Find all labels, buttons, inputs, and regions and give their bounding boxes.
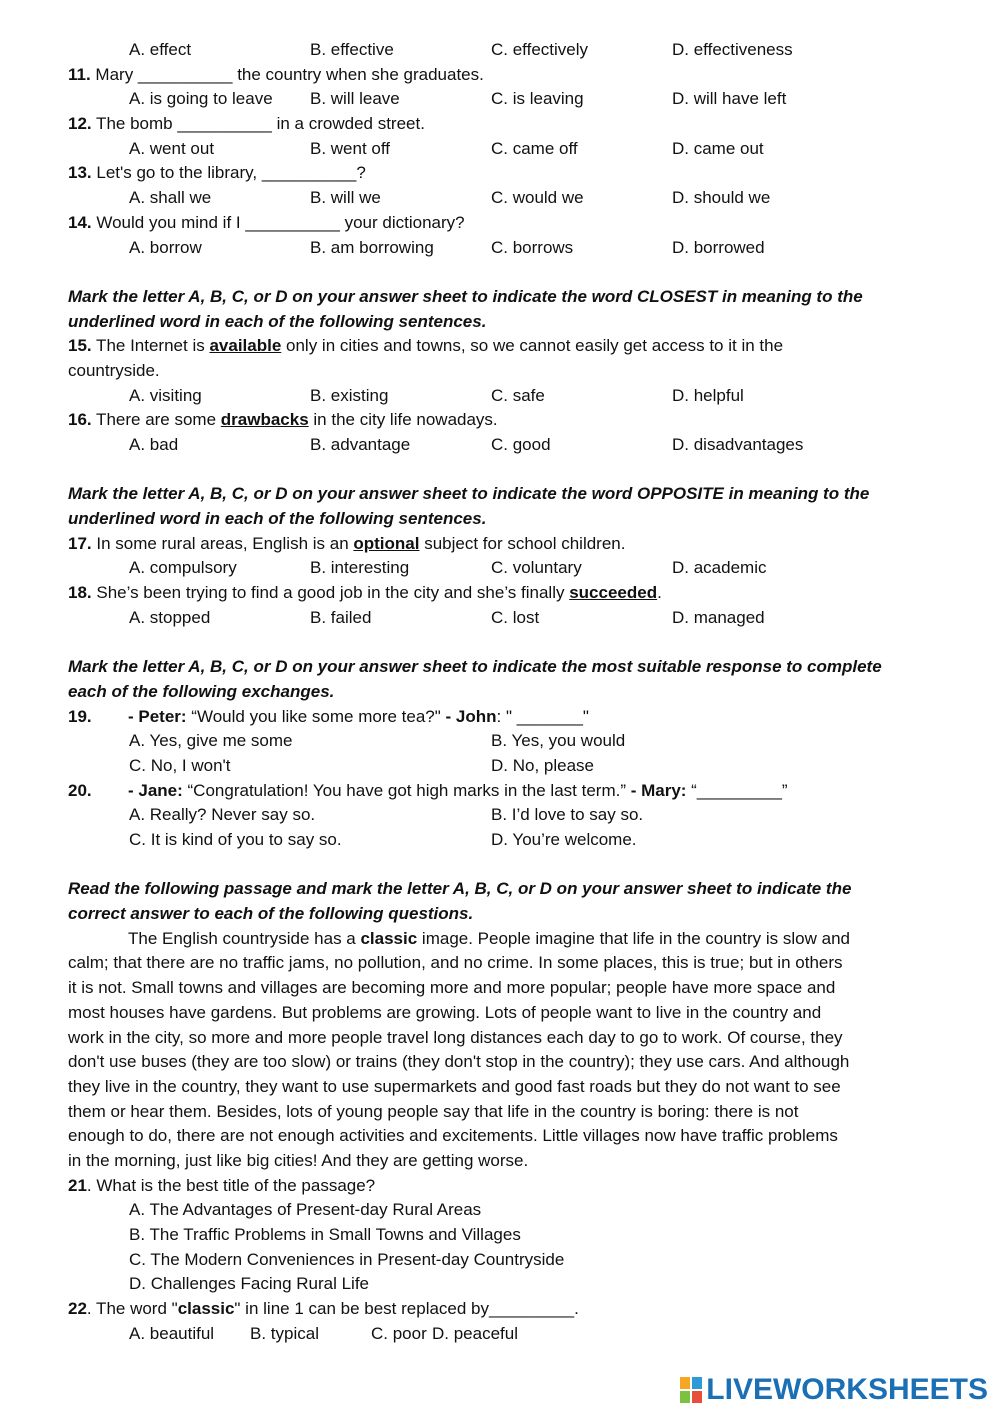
option-b[interactable]: B. The Traffic Problems in Small Towns and Villages bbox=[129, 1225, 521, 1244]
speaker: - John bbox=[445, 706, 497, 726]
q20-options-row-2 bbox=[68, 828, 938, 853]
passage-line: it is not. Small towns and villages are becoming more and more popular; people have more space and bbox=[68, 978, 836, 998]
liveworksheets-logo-icon bbox=[680, 1377, 702, 1403]
option-b[interactable]: B. am borrowing bbox=[310, 237, 434, 257]
question-text: She’s been trying to find a good job in the city and she’s finally bbox=[91, 583, 570, 603]
question-number: 19. bbox=[68, 706, 92, 726]
dialogue-text: “Would you like some more tea?" bbox=[186, 706, 446, 726]
option-c[interactable]: C. is leaving bbox=[491, 89, 584, 109]
option-c[interactable]: C. good bbox=[491, 435, 551, 454]
option-b[interactable]: B. existing bbox=[310, 385, 389, 405]
question-number: 12. bbox=[68, 114, 92, 134]
worksheet-page bbox=[68, 38, 938, 1346]
option-a[interactable]: A. beautiful bbox=[129, 1323, 215, 1343]
option-a[interactable]: A. effect bbox=[129, 40, 192, 59]
q22-options bbox=[68, 1322, 938, 1347]
passage-line: they live in the country, they want to use supermarkets and good fast roads but they do not want to see bbox=[68, 1076, 841, 1096]
question-number: 11. bbox=[68, 64, 91, 84]
instruction-closest-line-2: underlined word in each of the following sentences. bbox=[68, 311, 487, 331]
option-b[interactable]: B. will we bbox=[310, 188, 381, 208]
option-a[interactable]: A. visiting bbox=[129, 385, 202, 405]
question-text: subject for school children. bbox=[419, 533, 626, 553]
question-number: 14. bbox=[68, 212, 92, 232]
option-c[interactable]: C. came off bbox=[491, 138, 578, 158]
question-18 bbox=[68, 581, 938, 606]
q19-options-row-1 bbox=[68, 729, 938, 754]
q13-options bbox=[68, 186, 938, 211]
q17-options bbox=[68, 556, 938, 581]
dialogue-text: : " _______" bbox=[496, 706, 589, 726]
question-14 bbox=[68, 211, 938, 236]
question-19 bbox=[68, 705, 938, 730]
q15-options bbox=[68, 384, 938, 409]
question-text: . The word " bbox=[86, 1299, 178, 1319]
q18-options bbox=[68, 606, 938, 631]
question-17 bbox=[68, 532, 938, 557]
q12-options bbox=[68, 137, 938, 162]
q11-options bbox=[68, 87, 938, 112]
instruction-opposite-line-2: underlined word in each of the following sentences. bbox=[68, 509, 487, 529]
option-a[interactable]: A. borrow bbox=[129, 237, 202, 257]
question-text: Would you mind if I __________ your dictionary? bbox=[91, 212, 465, 232]
question-number: 22 bbox=[68, 1299, 87, 1319]
question-text: . What is the best title of the passage? bbox=[86, 1175, 376, 1195]
option-c[interactable]: C. voluntary bbox=[491, 558, 582, 578]
option-d[interactable]: D. You’re welcome. bbox=[491, 830, 637, 849]
option-d[interactable]: D. will have left bbox=[672, 89, 787, 109]
liveworksheets-logo[interactable] bbox=[680, 1374, 988, 1406]
question-number: 13. bbox=[68, 163, 92, 183]
question-12 bbox=[68, 112, 938, 137]
option-c[interactable]: C. It is kind of you to say so. bbox=[129, 830, 342, 849]
reading-passage bbox=[68, 927, 938, 1174]
instruction-opposite-line-1: Mark the letter A, B, C, or D on your answer sheet to indicate the word OPPOSITE in meaning to the bbox=[68, 484, 870, 504]
instruction-response-line-2: each of the following exchanges. bbox=[68, 681, 335, 701]
passage-line: don't use buses (they are too slow) or trains (they don't stop in the country); they use cars. And although bbox=[68, 1052, 850, 1072]
question-text: The Internet is bbox=[91, 336, 210, 356]
question-text: In some rural areas, English is an bbox=[91, 533, 354, 553]
underlined-word: available bbox=[209, 336, 282, 356]
option-b[interactable]: B. typical bbox=[250, 1323, 319, 1343]
option-c[interactable]: C. safe bbox=[491, 385, 545, 405]
question-11 bbox=[68, 63, 938, 88]
question-13 bbox=[68, 161, 938, 186]
passage-line: work in the city, so more and more people travel long distances each day to go to work. Of course, they bbox=[68, 1027, 843, 1047]
option-b[interactable]: B. will leave bbox=[310, 89, 400, 109]
option-d[interactable]: D. helpful bbox=[672, 385, 744, 405]
q10-options bbox=[68, 38, 938, 63]
q19-options-row-2 bbox=[68, 754, 938, 779]
spacer bbox=[68, 260, 938, 285]
question-22 bbox=[68, 1297, 938, 1322]
option-d[interactable]: D. No, please bbox=[491, 755, 594, 775]
speaker: - Mary: bbox=[630, 780, 687, 800]
option-a[interactable]: A. is going to leave bbox=[129, 89, 273, 109]
passage-line: in the morning, just like big cities! And they are getting worse. bbox=[68, 1150, 529, 1170]
question-number: 20. bbox=[68, 780, 92, 800]
passage-line: enough to do, there are not enough activities and excitements. Little villages now have traffic problems bbox=[68, 1126, 838, 1146]
option-d[interactable]: D. borrowed bbox=[672, 237, 765, 257]
option-c[interactable]: C. effectively bbox=[491, 40, 589, 59]
option-c[interactable]: C. borrows bbox=[491, 237, 574, 257]
option-c[interactable]: C. poor bbox=[371, 1323, 427, 1343]
question-text: The bomb __________ in a crowded street. bbox=[91, 114, 425, 134]
question-text: " in line 1 can be best replaced by_________. bbox=[234, 1299, 579, 1319]
instruction-response-line-1: Mark the letter A, B, C, or D on your answer sheet to indicate the most suitable response to complete bbox=[68, 657, 882, 677]
question-text: Mary __________ the country when she graduates. bbox=[90, 64, 484, 84]
option-a[interactable]: A. Yes, give me some bbox=[129, 731, 293, 751]
option-a[interactable]: A. shall we bbox=[129, 188, 212, 208]
passage-line: calm; that there are no traffic jams, no pollution, and no crime. In some places, this is true; but in others bbox=[68, 953, 843, 973]
question-number: 21 bbox=[68, 1175, 87, 1195]
option-d[interactable]: D. effectiveness bbox=[672, 40, 793, 59]
question-number: 16. bbox=[68, 410, 92, 430]
dialogue-text: “_________” bbox=[686, 780, 788, 800]
q20-options-row-1 bbox=[68, 803, 938, 828]
underlined-word: optional bbox=[353, 533, 420, 553]
question-number: 18. bbox=[68, 583, 92, 603]
option-a[interactable]: A. bad bbox=[129, 435, 179, 454]
question-text: only in cities and towns, so we cannot easily get access to it in the bbox=[281, 336, 784, 356]
option-d[interactable]: D. disadvantages bbox=[672, 435, 804, 454]
option-c[interactable]: C. would we bbox=[491, 188, 584, 208]
passage-keyword: classic bbox=[360, 928, 418, 948]
option-b[interactable]: B. interesting bbox=[310, 558, 410, 578]
spacer bbox=[68, 853, 938, 878]
question-15-continued: countryside. bbox=[68, 360, 160, 380]
question-16 bbox=[68, 408, 938, 433]
q14-options bbox=[68, 236, 938, 261]
option-d[interactable]: D. peaceful bbox=[432, 1323, 518, 1343]
spacer bbox=[68, 631, 938, 656]
option-c[interactable]: C. No, I won't bbox=[129, 755, 231, 775]
question-number: 15. bbox=[68, 336, 92, 356]
option-d[interactable]: D. Challenges Facing Rural Life bbox=[129, 1274, 370, 1294]
option-a[interactable]: A. stopped bbox=[129, 607, 211, 627]
speaker: - Peter: bbox=[128, 706, 187, 726]
logo-text: LIVEWORKSHEETS bbox=[706, 1373, 988, 1406]
option-a[interactable]: A. The Advantages of Present-day Rural Areas bbox=[129, 1200, 482, 1220]
option-b[interactable]: B. effective bbox=[310, 40, 394, 59]
question-21 bbox=[68, 1174, 938, 1199]
dialogue-text: “Congratulation! You have got high marks in the last term.” bbox=[182, 780, 631, 800]
option-a[interactable]: A. went out bbox=[129, 138, 215, 158]
instruction-passage-line-1: Read the following passage and mark the letter A, B, C, or D on your answer sheet to indicate the bbox=[68, 879, 852, 899]
option-c[interactable]: C. lost bbox=[491, 607, 540, 627]
keyword: classic bbox=[177, 1299, 235, 1319]
question-number: 17. bbox=[68, 533, 92, 553]
speaker: - Jane: bbox=[128, 780, 183, 800]
option-b[interactable]: B. I’d love to say so. bbox=[491, 805, 644, 825]
option-a[interactable]: A. compulsory bbox=[129, 558, 237, 578]
option-c[interactable]: C. The Modern Conveniences in Present-day Countryside bbox=[129, 1249, 565, 1269]
option-d[interactable]: D. should we bbox=[672, 188, 771, 208]
question-15 bbox=[68, 334, 938, 359]
underlined-word: drawbacks bbox=[220, 410, 309, 430]
instruction-passage-line-2: correct answer to each of the following questions. bbox=[68, 904, 474, 924]
question-20 bbox=[68, 779, 938, 804]
spacer bbox=[68, 458, 938, 483]
underlined-word: succeeded bbox=[569, 583, 658, 603]
question-text: . bbox=[657, 583, 662, 603]
question-text: in the city life nowadays. bbox=[308, 410, 498, 430]
passage-line: most houses have gardens. But problems are growing. Lots of people want to live in the country and bbox=[68, 1002, 822, 1022]
instruction-closest-line-1: Mark the letter A, B, C, or D on your answer sheet to indicate the word CLOSEST in meaning to the bbox=[68, 286, 863, 306]
option-a[interactable]: A. Really? Never say so. bbox=[129, 805, 316, 825]
q16-options bbox=[68, 433, 938, 458]
option-d[interactable]: D. managed bbox=[672, 607, 765, 627]
question-text: Let's go to the library, __________? bbox=[91, 163, 366, 183]
option-d[interactable]: D. came out bbox=[672, 138, 764, 158]
question-text: There are some bbox=[91, 410, 221, 430]
option-b[interactable]: B. advantage bbox=[310, 435, 411, 454]
passage-line: them or hear them. Besides, lots of young people say that life in the country is boring: there is not bbox=[68, 1101, 799, 1121]
option-b[interactable]: B. failed bbox=[310, 607, 372, 627]
option-d[interactable]: D. academic bbox=[672, 558, 767, 578]
option-b[interactable]: B. went off bbox=[310, 138, 391, 158]
option-b[interactable]: B. Yes, you would bbox=[491, 731, 626, 751]
passage-line: The English countryside has a classic image. People imagine that life in the country is slow and bbox=[128, 928, 850, 948]
